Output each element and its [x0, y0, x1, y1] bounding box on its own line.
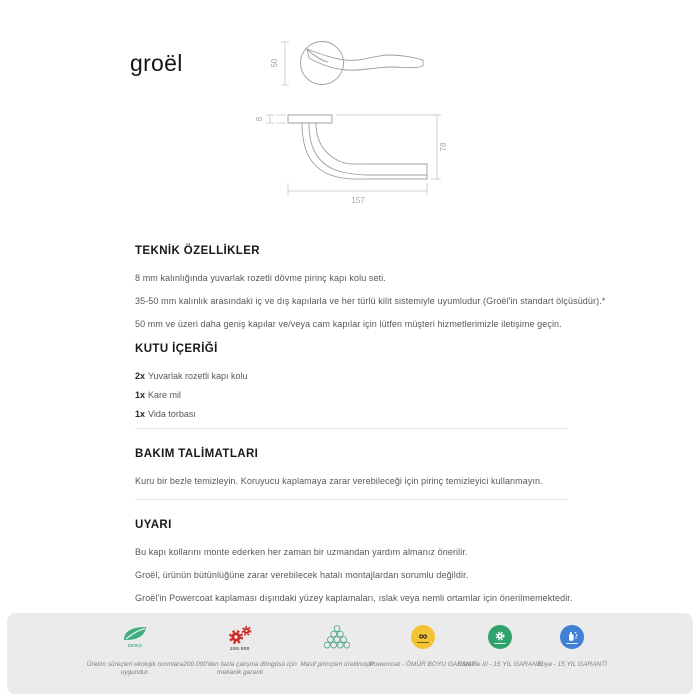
box-item: 1x Vida torbası — [135, 409, 196, 419]
handle-inner-curve — [316, 123, 427, 164]
dim-handle-length: 157 — [351, 196, 365, 205]
section-heading-box-contents: KUTU İÇERİĞİ — [135, 343, 218, 355]
gears-icon — [225, 625, 255, 645]
badge-caption: Üretim süreçleri ekolojik normlara uygundur. — [86, 661, 184, 676]
badge-caption: Powercoat - ÖMÜR BOYU GARANTİ — [369, 661, 477, 668]
handle-outer-curve — [302, 123, 427, 179]
eco-icon-label: ZERO — [127, 643, 143, 648]
handle-middle-curve — [309, 123, 427, 175]
section-heading-care: BAKIM TALİMATLARI — [135, 448, 259, 460]
dim-rosette-diameter: 50 — [270, 58, 279, 68]
dim-handle-height: 78 — [439, 142, 448, 152]
powercoat-infinity-icon: ∞ — [411, 625, 435, 649]
box-item: 2x Yuvarlak rozetli kapı kolu — [135, 371, 248, 381]
technical-paragraph: 50 mm ve üzeri daha geniş kapılar ve/veya cam kapılar için lütfen müşteri hizmetlerimizle iletişime geçin. — [135, 319, 562, 329]
front-view — [270, 42, 423, 86]
gears-icon-label: 200.000 — [230, 646, 250, 651]
warning-paragraph: Groël'in Powercoat kaplaması dışındaki yüzey kaplamaları, ıslak veya nemli ortamlar için önerilmemektedir. — [135, 593, 573, 603]
warning-paragraph: Groël, ürünün bütünlüğüne zarar verebilecek hatalı montajlardan sorumlu değildir. — [135, 570, 469, 580]
box-item: 1x Kare mil — [135, 390, 182, 400]
section-divider — [135, 428, 567, 429]
badge-caption: Masif pirinçten üretilmiştir — [300, 661, 374, 668]
brand-logo: groël — [130, 50, 183, 76]
badge-caption: Chrome III - 15 YIL GARANTİ — [457, 661, 543, 668]
dim-rosette-thickness: 8 — [255, 116, 264, 122]
rosette-circle — [301, 42, 344, 85]
rosette-profile — [288, 115, 332, 123]
spec-content — [135, 244, 606, 616]
badge-paint-warranty — [520, 625, 624, 669]
technical-drawing — [250, 33, 470, 208]
brass-rings-triangle-icon — [324, 625, 350, 649]
paint-spray-badge-icon — [560, 625, 584, 649]
care-paragraph: Kuru bir bezle temizleyin. Koruyucu kaplamaya zarar verebileceği için pirinç temizleyici kullanmayın. — [135, 476, 543, 486]
eco-leaf-icon — [121, 625, 149, 642]
lever-blade — [307, 49, 423, 70]
certification-footer — [7, 613, 693, 694]
badge-caption: 200.000'den fazla çalışma döngüsü için mekanik garanti — [183, 661, 297, 676]
technical-paragraph: 8 mm kalınlığında yuvarlak rozetli dövme pirinç kapı kolu seti. — [135, 273, 386, 283]
chrome-gear-badge-icon — [488, 625, 512, 649]
section-heading-warning: UYARI — [135, 519, 172, 531]
side-view — [255, 115, 448, 205]
technical-paragraph: 35-50 mm kalınlık arasındaki iç ve dış kapılarla ve her türlü kilit sistemiyle uyumludur (Groël'in standart ölçüsüdür).* — [135, 296, 606, 306]
section-heading-technical: TEKNİK ÖZELLİKLER — [135, 245, 260, 257]
warning-paragraph: Bu kapı kollarını monte ederken her zaman bir uzmandan yardım almanız önerilir. — [135, 547, 468, 557]
badge-caption: Boya - 15 YIL GARANTİ — [537, 661, 607, 668]
badge-mechanical-warranty — [176, 625, 304, 677]
section-divider — [135, 499, 567, 500]
